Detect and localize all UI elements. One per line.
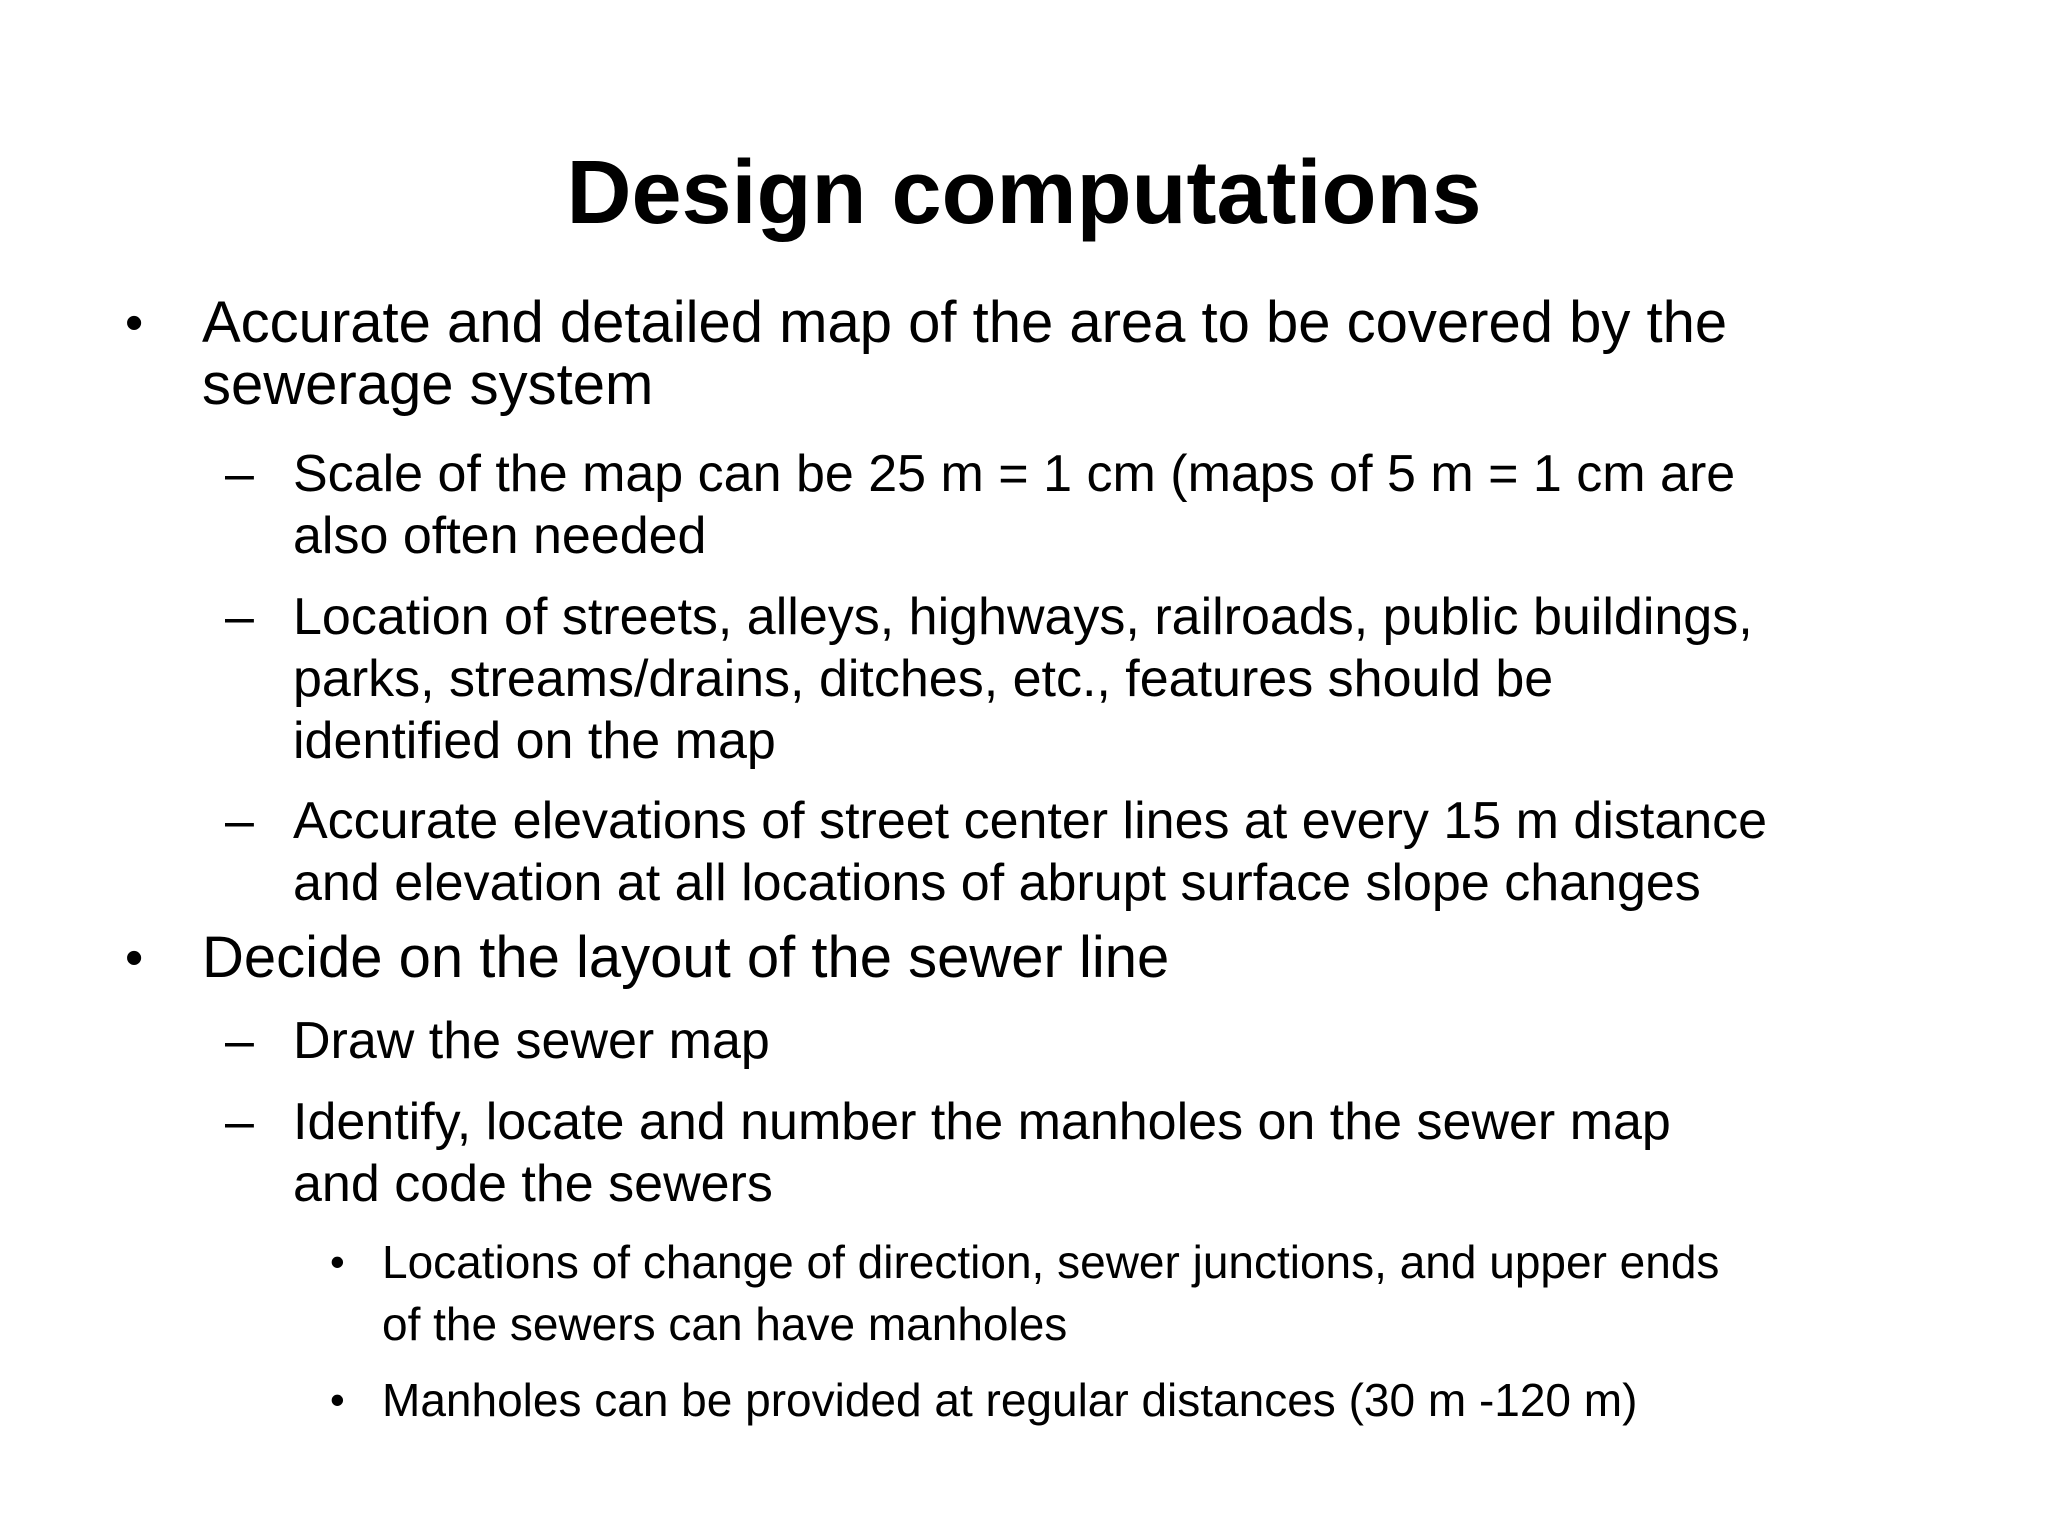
slide-title: Design computations (566, 143, 1482, 243)
bullet-line: Accurate and detailed map of the area to be covered by the (202, 290, 1728, 355)
bullet-line: Scale of the map can be 25 m = 1 cm (maps of 5 m = 1 cm are (293, 445, 1736, 503)
dash-marker: – (225, 792, 254, 850)
bullet-marker: • (125, 294, 144, 352)
bullet-text (293, 790, 1973, 914)
bullet-text (293, 1010, 1973, 1072)
bullet-line: Identify, locate and number the manholes on the sewer map (293, 1093, 1671, 1151)
dash-marker: – (225, 1012, 254, 1070)
bullet-line: Location of streets, alleys, highways, railroads, public buildings, (293, 588, 1753, 646)
bullet-marker: • (330, 1238, 345, 1285)
dash-marker: – (225, 445, 254, 503)
bullet-line: parks, streams/drains, ditches, etc., features should be (293, 650, 1554, 708)
bullet-line: and elevation at all locations of abrupt surface slope changes (293, 854, 1701, 912)
dash-marker: – (225, 588, 254, 646)
bullet-marker: • (330, 1376, 345, 1423)
bullet-line: and code the sewers (293, 1155, 773, 1213)
bullet-text (293, 586, 1973, 772)
bullet-line: identified on the map (293, 712, 776, 770)
bullet-marker: • (125, 929, 144, 987)
bullet-line: Draw the sewer map (293, 1012, 770, 1070)
dash-marker: – (225, 1093, 254, 1151)
bullet-text (382, 1369, 1982, 1431)
bullet-line: Locations of change of direction, sewer junctions, and upper ends (382, 1236, 1720, 1288)
bullet-line: of the sewers can have manholes (382, 1298, 1068, 1350)
bullet-text (202, 292, 2002, 416)
bullet-line: Decide on the layout of the sewer line (202, 925, 1170, 990)
bullet-line: also often needed (293, 507, 707, 565)
bullet-text (202, 927, 2002, 989)
bullet-text (382, 1231, 1982, 1355)
bullet-text (293, 1091, 1973, 1215)
bullet-line: Manholes can be provided at regular distances (30 m -120 m) (382, 1374, 1638, 1426)
bullet-line: sewerage system (202, 352, 654, 417)
bullet-line: Accurate elevations of street center lines at every 15 m distance (293, 792, 1768, 850)
bullet-text (293, 443, 1973, 567)
